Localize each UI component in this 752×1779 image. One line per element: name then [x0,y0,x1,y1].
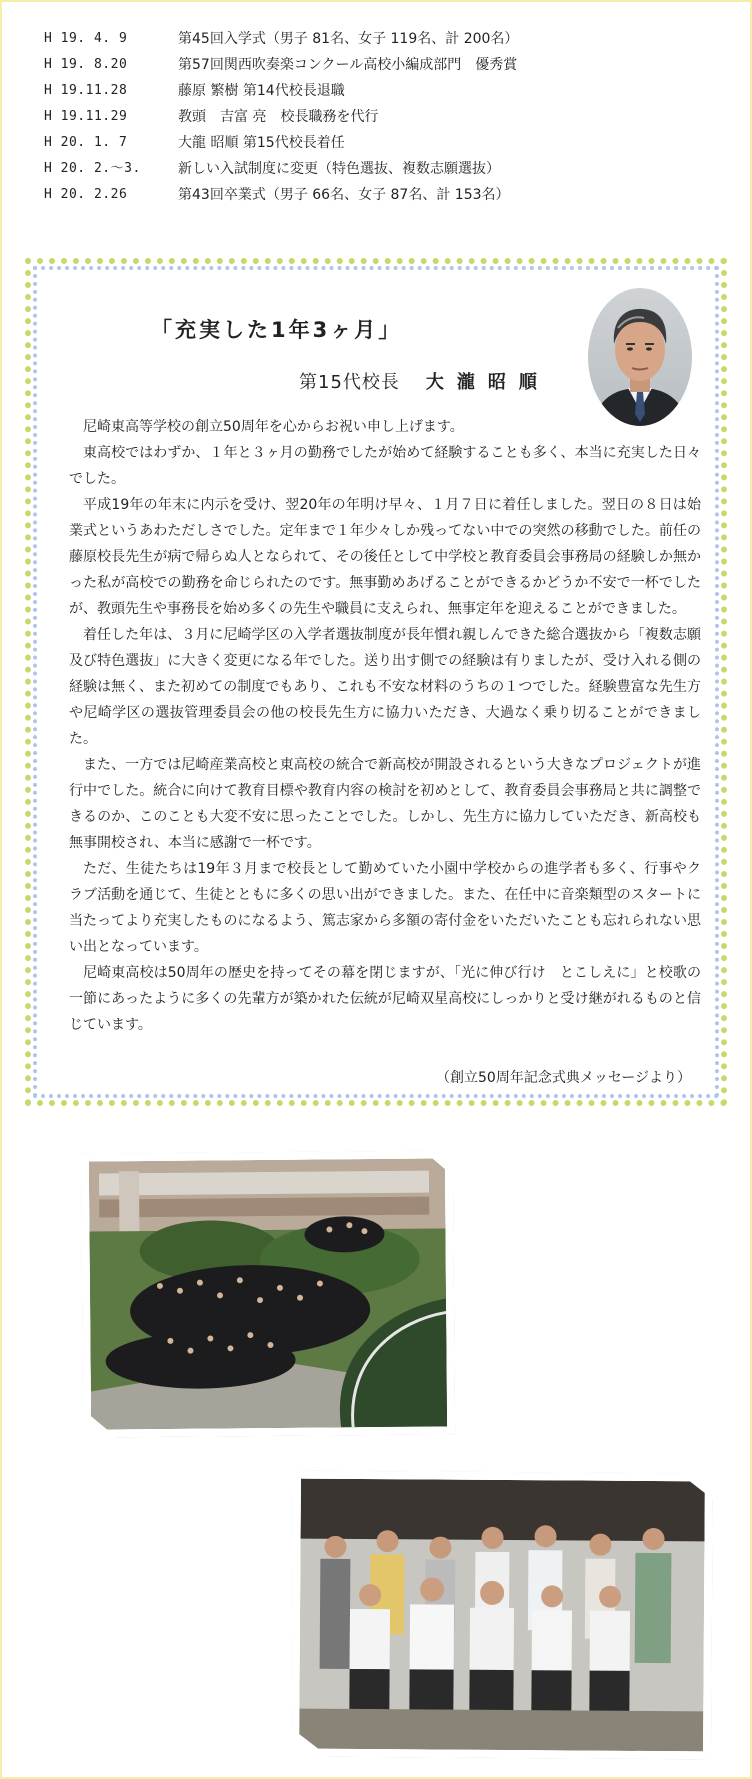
timeline-event: 第43回卒業式（男子 66名、女子 87名、計 153名） [178,187,510,203]
timeline-row [44,104,704,130]
timeline-row [44,78,704,104]
timeline-row [44,130,704,156]
timeline-date: H 19.11.29 [44,109,128,124]
message-paragraph: 着任した年は、３月に尼崎学区の入学者選抜制度が長年慣れ親しんできた総合選抜から「複数志願及び特色選抜」に大きく変更になる年でした。送り出す側での経験は有りましたが、受け入れる側の経験は無く、また初めての制度でもあり、これも不安な材料のうちの１つでした。経験豊富な先生方や尼崎学区の選抜管理委員会の他の校長先生方に協力いただき、大過なく乗り切ることができました。 [69,627,701,747]
timeline-date: H 20. 2.～3. [44,161,141,176]
timeline-date: H 19.11.28 [44,83,128,98]
principal-message-box [25,258,727,1106]
timeline-event: 第45回入学式（男子 81名、女子 119名、計 200名） [178,31,519,47]
timeline-date: H 19. 4. 9 [44,31,128,46]
timeline-date: H 20. 2.26 [44,187,128,202]
timeline-event: 藤原 繁樹 第14代校長退職 [178,83,345,99]
timeline-event: 第57回関西吹奏楽コンクール高校小編成部門 優秀賞 [178,57,518,73]
message-paragraph: ただ、生徒たちは19年３月まで校長として勤めていた小園中学校からの進学者も多く、行事やクラブ活動を通じて、生徒とともに多くの思い出ができました。また、在任中に音楽類型のスタートに当たってより充実したものになるよう、篤志家から多額の寄付金をいただいたことも忘れられない思い出となっています。 [69,861,701,955]
timeline-date: H 20. 1. 7 [44,135,128,150]
message-paragraph: 尼崎東高等学校の創立50周年を心からお祝い申し上げます。 [83,419,464,435]
timeline-date: H 19. 8.20 [44,57,128,72]
timeline-row [44,156,704,182]
message-paragraph: また、一方では尼崎産業高校と東高校の統合で新高校が開設されるという大きなプロジェクトが進行中でした。統合に向けて教育目標や教育内容の検討を初めとして、教育委員会事務局と共に調整できるのか、このことも大変不安に思ったことでした。しかし、先生方に協力していただき、新高校も無事開校され、本当に感謝で一杯です。 [69,757,701,851]
message-body [69,414,701,1038]
group-photo-students [81,1150,455,1437]
timeline-row [44,52,704,78]
timeline-event: 大龍 昭順 第15代校長着任 [178,135,345,151]
principal-portrait [588,288,692,426]
timeline-event: 教頭 吉富 亮 校長職務を代行 [178,109,379,125]
author-name: 大瀧昭順 [425,372,550,393]
timeline-row [44,182,704,208]
message-author [299,368,550,394]
timeline-event: 新しい入試制度に変更（特色選抜、複数志願選抜） [178,161,500,177]
message-paragraph: 平成19年の年末に内示を受け、翌20年の年明け早々、１月７日に着任しました。翌日の８日は始業式というあわただしさでした。定年まで１年少々しか残ってない中での突然の移動でした。前任の藤原校長先生が病で帰らぬ人となられて、その後任として中学校と教育委員会事務局の経験しか無かった私が高校での勤務を命じられたのです。無事勤めあげることができるかどうか不安で一杯でしたが、教頭先生や事務長を始め多くの先生や職員に支えられ、無事定年を迎えることができました。 [69,497,701,617]
message-paragraph: 尼崎東高校は50周年の歴史を持ってその幕を閉じますが、「光に伸び行け とこしえに」と校歌の一節にあったように多くの先輩方が築かれた伝統が尼崎双星高校にしっかりと受け継がれるものと信じています。 [69,965,701,1033]
group-photo-staff [291,1471,713,1760]
message-source: （創立50周年記念式典メッセージより） [436,1070,691,1086]
history-timeline [44,26,704,208]
author-role: 第15代校長 [299,372,400,393]
timeline-row [44,26,704,52]
message-paragraph: 東高校ではわずか、１年と３ヶ月の勤務でしたが始めて経験することも多く、本当に充実した日々でした。 [69,445,701,487]
message-title: 「充実した1年3ヶ月」 [151,318,403,342]
